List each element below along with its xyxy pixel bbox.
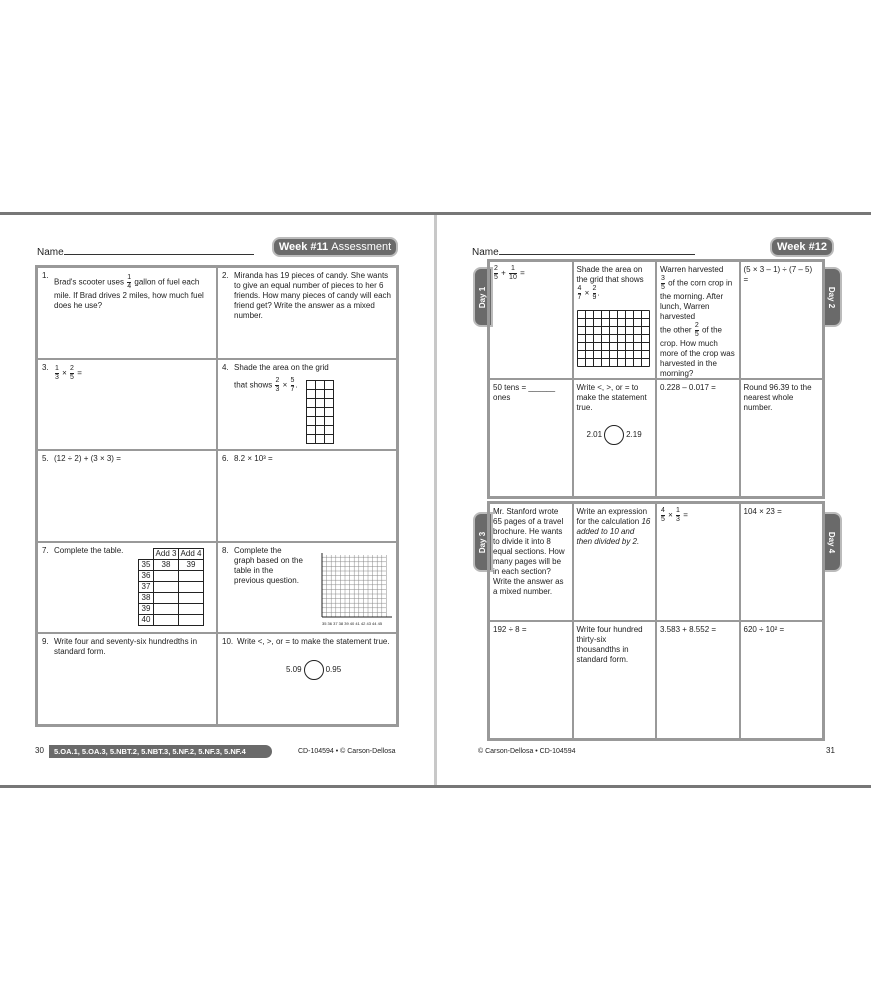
workbook-spread <box>0 212 871 788</box>
period: . <box>597 288 600 298</box>
day4-problem-1 <box>656 503 740 621</box>
fraction <box>661 507 665 524</box>
day3-problem-2 <box>573 503 657 621</box>
denominator: 5 <box>661 516 665 523</box>
day-4-tab <box>822 512 842 572</box>
day1-problem-3: 50 tens = ______ ones <box>489 379 573 497</box>
table-cell-blank[interactable] <box>179 570 204 581</box>
compare-right: 2.19 <box>626 430 642 440</box>
table-cell: 39 <box>179 559 204 570</box>
table-cell-blank[interactable] <box>179 603 204 614</box>
day1-problem-4 <box>573 379 657 497</box>
problem-8 <box>217 542 397 634</box>
problem-number: 9. <box>42 637 49 647</box>
problem-number: 4. <box>222 362 229 372</box>
problem-text: the other <box>660 325 692 335</box>
problem-number: 10. <box>222 637 234 647</box>
numerator: 3 <box>661 275 665 282</box>
numerator: 1 <box>127 274 132 281</box>
week-12-bottom-grid <box>487 501 825 741</box>
denominator: 5 <box>661 284 665 291</box>
numerator: 4 <box>577 285 582 292</box>
denominator: 3 <box>55 373 59 381</box>
week-12-pill: Week #12 <box>770 237 834 257</box>
denominator: 7 <box>290 385 295 393</box>
problem-text: Brad's scooter uses <box>54 277 125 287</box>
operator: × <box>62 368 67 378</box>
table-header: Add 3 <box>154 548 179 559</box>
operator: × <box>668 510 673 520</box>
table-cell-blank[interactable] <box>154 570 179 581</box>
table-cell-blank[interactable] <box>154 581 179 592</box>
table-cell: 37 <box>139 581 154 592</box>
table-cell-blank[interactable] <box>154 603 179 614</box>
compare-circle[interactable] <box>304 660 324 680</box>
denominator: 7 <box>577 294 582 301</box>
day3-problem-4: Write four hundred thirty-six thousandths in standard form. <box>573 621 657 739</box>
problem-text: of the crop. How much more of the crop was harvested in the morning? <box>660 325 735 378</box>
table-cell-blank[interactable] <box>179 581 204 592</box>
table-cell: 36 <box>139 570 154 581</box>
problem-text: Write four and seventy-six hundredths in standard form. <box>54 637 198 657</box>
table-cell-blank[interactable] <box>179 592 204 603</box>
numerator: 2 <box>494 265 498 272</box>
day-label: Day 1 <box>478 286 488 308</box>
problem-9 <box>37 633 217 725</box>
day2-problem-1 <box>656 261 740 379</box>
fraction <box>55 365 59 382</box>
table-cell: 38 <box>139 592 154 603</box>
problem-2 <box>217 267 397 359</box>
problem-6 <box>217 450 397 542</box>
problem-7 <box>37 542 217 634</box>
problem-text: Shade the area on the grid that shows <box>576 265 644 284</box>
name-line[interactable] <box>64 245 254 255</box>
day4-problem-3: 3.583 + 8.552 = <box>656 621 740 739</box>
problem-3 <box>37 359 217 451</box>
numerator: 2 <box>70 364 74 372</box>
problem-text: that shows <box>234 380 273 390</box>
table-cell-blank[interactable] <box>154 592 179 603</box>
day4-problem-4: 620 ÷ 10² = <box>740 621 824 739</box>
fraction <box>661 275 665 292</box>
denominator: 5 <box>694 331 699 338</box>
table-cell: 35 <box>139 559 154 570</box>
problem-text-italic: 16 added to 10 and then divided by 2. <box>576 517 651 546</box>
table-header: Add 4 <box>179 548 204 559</box>
numerator: 4 <box>661 507 665 514</box>
fraction <box>592 285 600 302</box>
numerator: 2 <box>694 322 699 329</box>
fraction <box>275 377 279 394</box>
assessment-grid <box>35 265 399 727</box>
table-cell: 38 <box>154 559 179 570</box>
fraction <box>509 265 517 282</box>
equals: = <box>520 268 525 278</box>
day-label: Day 4 <box>827 531 837 553</box>
day2-problem-4: Round 96.39 to the nearest whole number. <box>740 379 824 497</box>
problem-number: 7. <box>42 545 49 555</box>
operator: × <box>282 380 288 390</box>
operator: + <box>501 268 506 278</box>
problem-number: 5. <box>42 454 49 464</box>
name-label: Name <box>472 247 499 258</box>
problem-10 <box>217 633 397 725</box>
equals: = <box>77 368 82 378</box>
shade-grid-9x7[interactable] <box>577 310 650 367</box>
name-line[interactable] <box>499 245 695 255</box>
fraction <box>494 265 498 282</box>
numerator: 2 <box>592 285 597 292</box>
numerator: 2 <box>275 376 280 384</box>
problem-4 <box>217 359 397 451</box>
compare-circle[interactable] <box>604 425 624 445</box>
compare-left: 5.09 <box>286 665 302 675</box>
numerator: 5 <box>290 376 295 384</box>
denominator: 3 <box>275 385 280 393</box>
problem-number: 6. <box>222 454 229 464</box>
compare-right: 0.95 <box>325 665 342 675</box>
compare-left: 2.01 <box>586 430 603 440</box>
numerator: 1 <box>676 507 680 514</box>
numerator: 1 <box>510 265 515 272</box>
credit-text: CD-104594 • © Carson-Dellosa <box>298 748 396 755</box>
table-cell-blank[interactable] <box>179 614 204 625</box>
problem-text: Miranda has 19 pieces of candy. She wants to give an equal number of pieces to her 6 friends. How many pieces of candy will each friend get? Write the answer as a mixed number. <box>234 271 391 320</box>
comparison <box>286 660 341 680</box>
problem-text: Complete the table. <box>54 545 124 555</box>
day2-problem-3: 0.228 – 0.017 = <box>656 379 740 497</box>
table-cell: 39 <box>139 603 154 614</box>
day4-problem-2: 104 × 23 = <box>740 503 824 621</box>
fraction <box>70 365 74 382</box>
numerator: 1 <box>55 364 59 372</box>
denominator: 3 <box>676 516 680 523</box>
fraction <box>676 507 680 524</box>
problem-text: Shade the area on the grid <box>234 362 329 372</box>
problem-text: 8.2 × 10³ = <box>234 454 273 464</box>
problem-number: 2. <box>222 271 229 280</box>
problem-text: (12 ÷ 2) + (3 × 3) = <box>54 454 121 464</box>
denominator: 10 <box>509 274 517 281</box>
name-field-right <box>472 245 695 258</box>
day3-problem-1: Mr. Stanford wrote 65 pages of a travel brochure. He wants to divide it into 8 equal sections. How many pages will be in each section? Write the answer as a mixed number. <box>489 503 573 621</box>
problem-text: Write an expression for the calculation <box>576 507 648 526</box>
page-number: 31 <box>826 746 835 755</box>
week-11-pill <box>272 237 398 257</box>
credit-text: © Carson-Dellosa • CD-104594 <box>478 748 576 755</box>
problem-number: 3. <box>42 362 49 372</box>
standards-bar: 5.OA.1, 5.OA.3, 5.NBT.2, 5.NBT.3, 5.NF.2, 5.NF.3, 5.NF.4 <box>49 745 272 758</box>
period: . <box>295 380 298 390</box>
problem-number: 1. <box>42 271 49 280</box>
fraction <box>290 376 298 394</box>
name-field-left <box>37 245 254 258</box>
page-number: 30 <box>35 746 44 755</box>
day1-problem-2 <box>573 261 657 379</box>
assessment-label: Assessment <box>331 241 392 253</box>
denominator: 4 <box>127 283 132 290</box>
fraction <box>578 285 582 302</box>
week-label: Week #11 <box>278 241 329 253</box>
operator: × <box>584 288 590 298</box>
denominator: 5 <box>70 373 74 381</box>
denominator: 9 <box>592 294 597 301</box>
day-label: Day 3 <box>478 531 488 553</box>
problem-number: 8. <box>222 545 229 555</box>
day-label: Day 2 <box>827 286 837 308</box>
denominator: 5 <box>494 274 498 281</box>
fraction <box>695 322 699 339</box>
problem-text: Warren harvested <box>660 265 724 274</box>
problem-text: gallon of fuel each mile. If Brad drives 2 miles, how much fuel does he use? <box>54 277 204 310</box>
problem-text: Write <, >, or = to make the statement true. <box>576 383 647 412</box>
add-table <box>138 548 204 626</box>
problem-text: Complete the graph based on the table in the previous question. <box>234 545 303 585</box>
day3-problem-3: 192 ÷ 8 = <box>489 621 573 739</box>
day1-problem-1 <box>489 261 573 379</box>
page-gutter <box>434 215 437 785</box>
week-12-top-grid <box>487 259 825 499</box>
equals: = <box>683 510 688 520</box>
graph-axis-labels: 35 36 37 38 39 40 41 42 43 44 45 <box>322 620 383 626</box>
problem-text: of the corn crop in the morning. After lunch, Warren harvested <box>660 278 733 321</box>
fraction <box>127 274 131 291</box>
problem-5 <box>37 450 217 542</box>
problem-text: Write <, >, or = to make the statement true. <box>237 637 390 647</box>
problem-1 <box>37 267 217 359</box>
shade-grid-3x7[interactable] <box>306 380 334 444</box>
table-cell-blank[interactable] <box>154 614 179 625</box>
day-2-tab <box>822 267 842 327</box>
coordinate-graph[interactable] <box>316 553 392 625</box>
table-cell: 40 <box>139 614 154 625</box>
day2-problem-2: (5 × 3 – 1) ÷ (7 – 5) = <box>740 261 824 379</box>
name-label: Name <box>37 247 64 258</box>
